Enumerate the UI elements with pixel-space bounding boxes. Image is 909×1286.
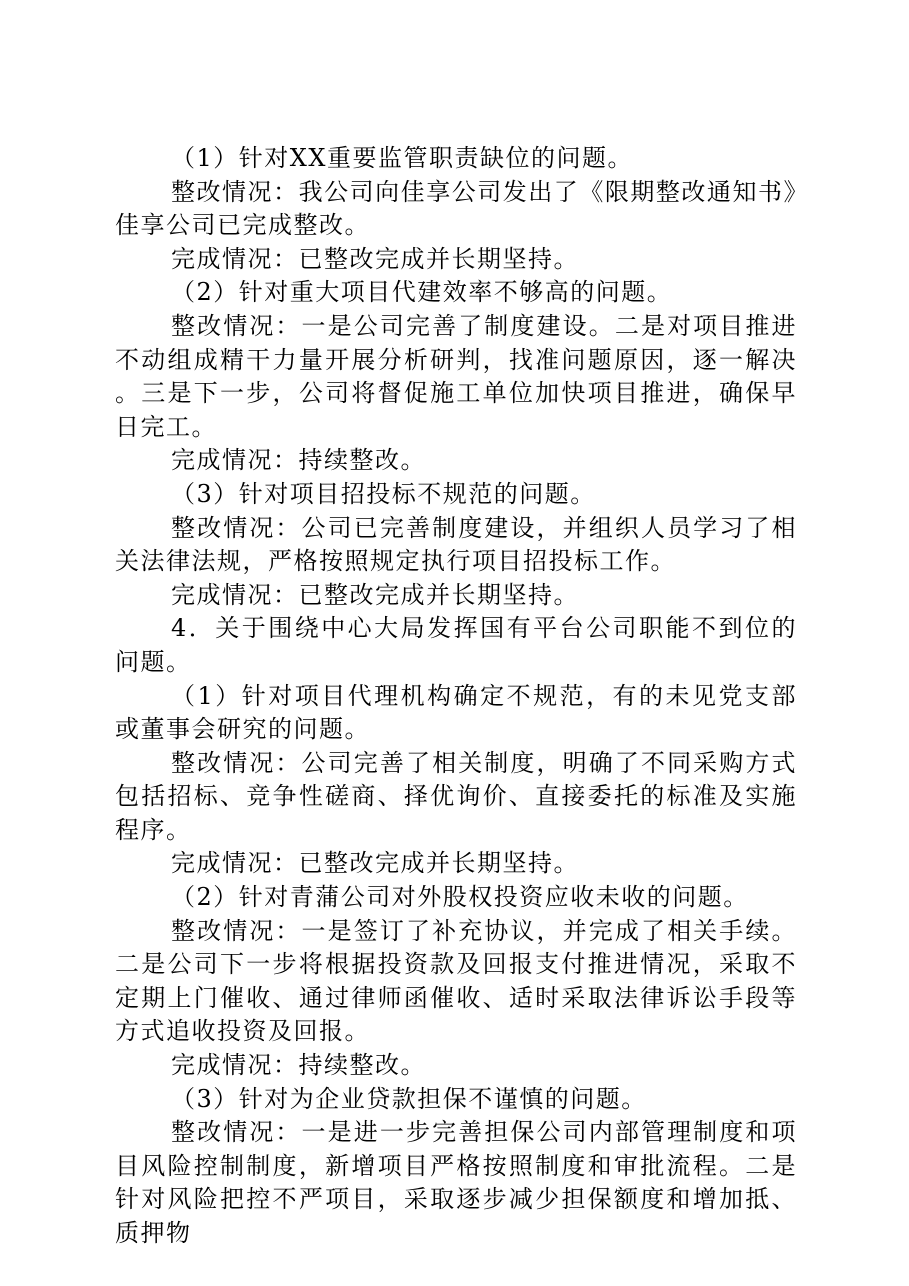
item-heading: （2）针对重大项目代建效率不够高的问题。 <box>171 278 673 307</box>
item-heading: （1）针对XX重要监管职责缺位的问题。 <box>171 144 633 172</box>
completion-status: 完成情况：已整改完成并长期坚持。 <box>171 244 579 273</box>
item-heading: （1）针对项目代理机构确定不规范，有的未见党支部或董事会研究的问题。 <box>115 681 797 744</box>
rectification-status: 整改情况：公司完善了相关制度，明确了不同采购方式包括招标、竞争性磋商、择优询价、直接委托的标准及实施程序。 <box>115 748 797 844</box>
completion-status: 完成情况：持续整改。 <box>171 446 426 475</box>
rectification-status: 整改情况：我公司向佳享公司发出了《限期整改通知书》佳享公司已完成整改。 <box>115 177 797 240</box>
completion-status: 完成情况：已整改完成并长期坚持。 <box>171 580 579 609</box>
document-body <box>115 142 797 1251</box>
completion-status: 完成情况：已整改完成并长期坚持。 <box>171 849 579 878</box>
item-heading: （2）针对青蒲公司对外股权投资应收未收的问题。 <box>171 883 749 912</box>
item-heading: （3）针对为企业贷款担保不谨慎的问题。 <box>171 1084 647 1113</box>
section-heading: 4．关于围绕中心大局发挥国有平台公司职能不到位的问题。 <box>115 614 797 676</box>
item-heading: （3）针对项目招投标不规范的问题。 <box>171 479 596 508</box>
rectification-status: 整改情况：公司已完善制度建设，并组织人员学习了相关法律法规，严格按照规定执行项目招投标工作。 <box>115 513 797 576</box>
rectification-status: 整改情况：一是进一步完善担保公司内部管理制度和项目风险控制制度，新增项目严格按照制度和审批流程。二是针对风险把控不严项目，采取逐步减少担保额度和增加抵、质押物 <box>115 1118 797 1247</box>
completion-status: 完成情况：持续整改。 <box>171 1051 426 1080</box>
rectification-status: 整改情况：一是公司完善了制度建设。二是对项目推进不动组成精干力量开展分析研判，找准问题原因，逐一解决。三是下一步，公司将督促施工单位加快项目推进，确保早日完工。 <box>115 311 797 441</box>
rectification-status: 整改情况：一是签订了补充协议，并完成了相关手续。二是公司下一步将根据投资款及回报支付推进情况，采取不定期上门催收、通过律师函催收、适时采取法律诉讼手段等方式追收投资及回报。 <box>115 916 797 1046</box>
